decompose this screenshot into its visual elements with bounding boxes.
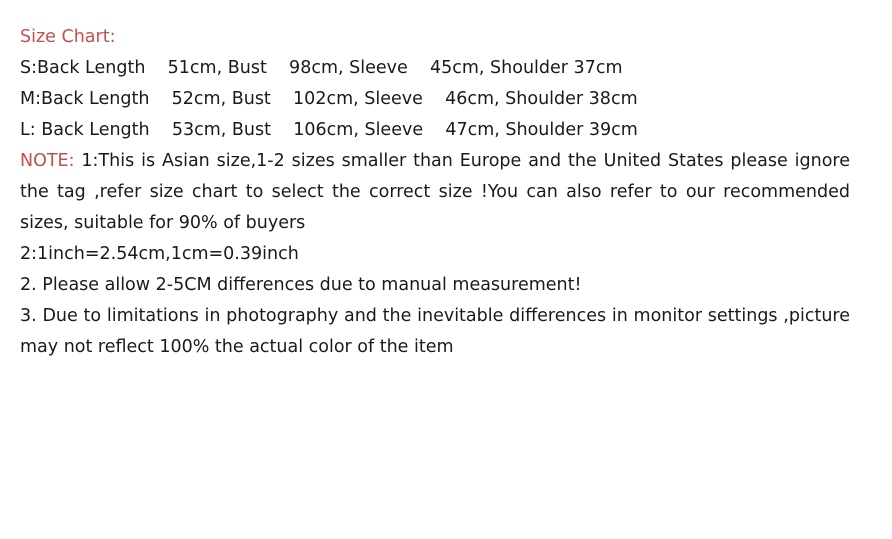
size-chart-document [20,22,850,363]
note-paragraph [20,146,850,239]
measurement-note: 2. Please allow 2-5CM differences due to manual measurement! [20,275,582,295]
note-label: NOTE: [20,151,75,171]
size-chart-heading: Size Chart: [20,27,116,47]
size-row-s: S:Back Length 51cm, Bust 98cm, Sleeve 45cm, Shoulder 37cm [20,58,623,78]
size-row-l: L: Back Length 53cm, Bust 106cm, Sleeve 47cm, Shoulder 39cm [20,120,638,140]
unit-conversion: 2:1inch=2.54cm,1cm=0.39inch [20,244,299,264]
size-row-m: M:Back Length 52cm, Bust 102cm, Sleeve 46cm, Shoulder 38cm [20,89,638,109]
color-disclaimer: 3. Due to limitations in photography and the inevitable differences in monitor settings ,picture may not reflect 100% the actual color of the item [20,306,850,357]
note-text: 1:This is Asian size,1-2 sizes smaller than Europe and the United States please ignore the tag ,refer size chart to select the correct size !You can also refer to our recommended sizes, suitable for 90% of buyers [20,151,850,233]
